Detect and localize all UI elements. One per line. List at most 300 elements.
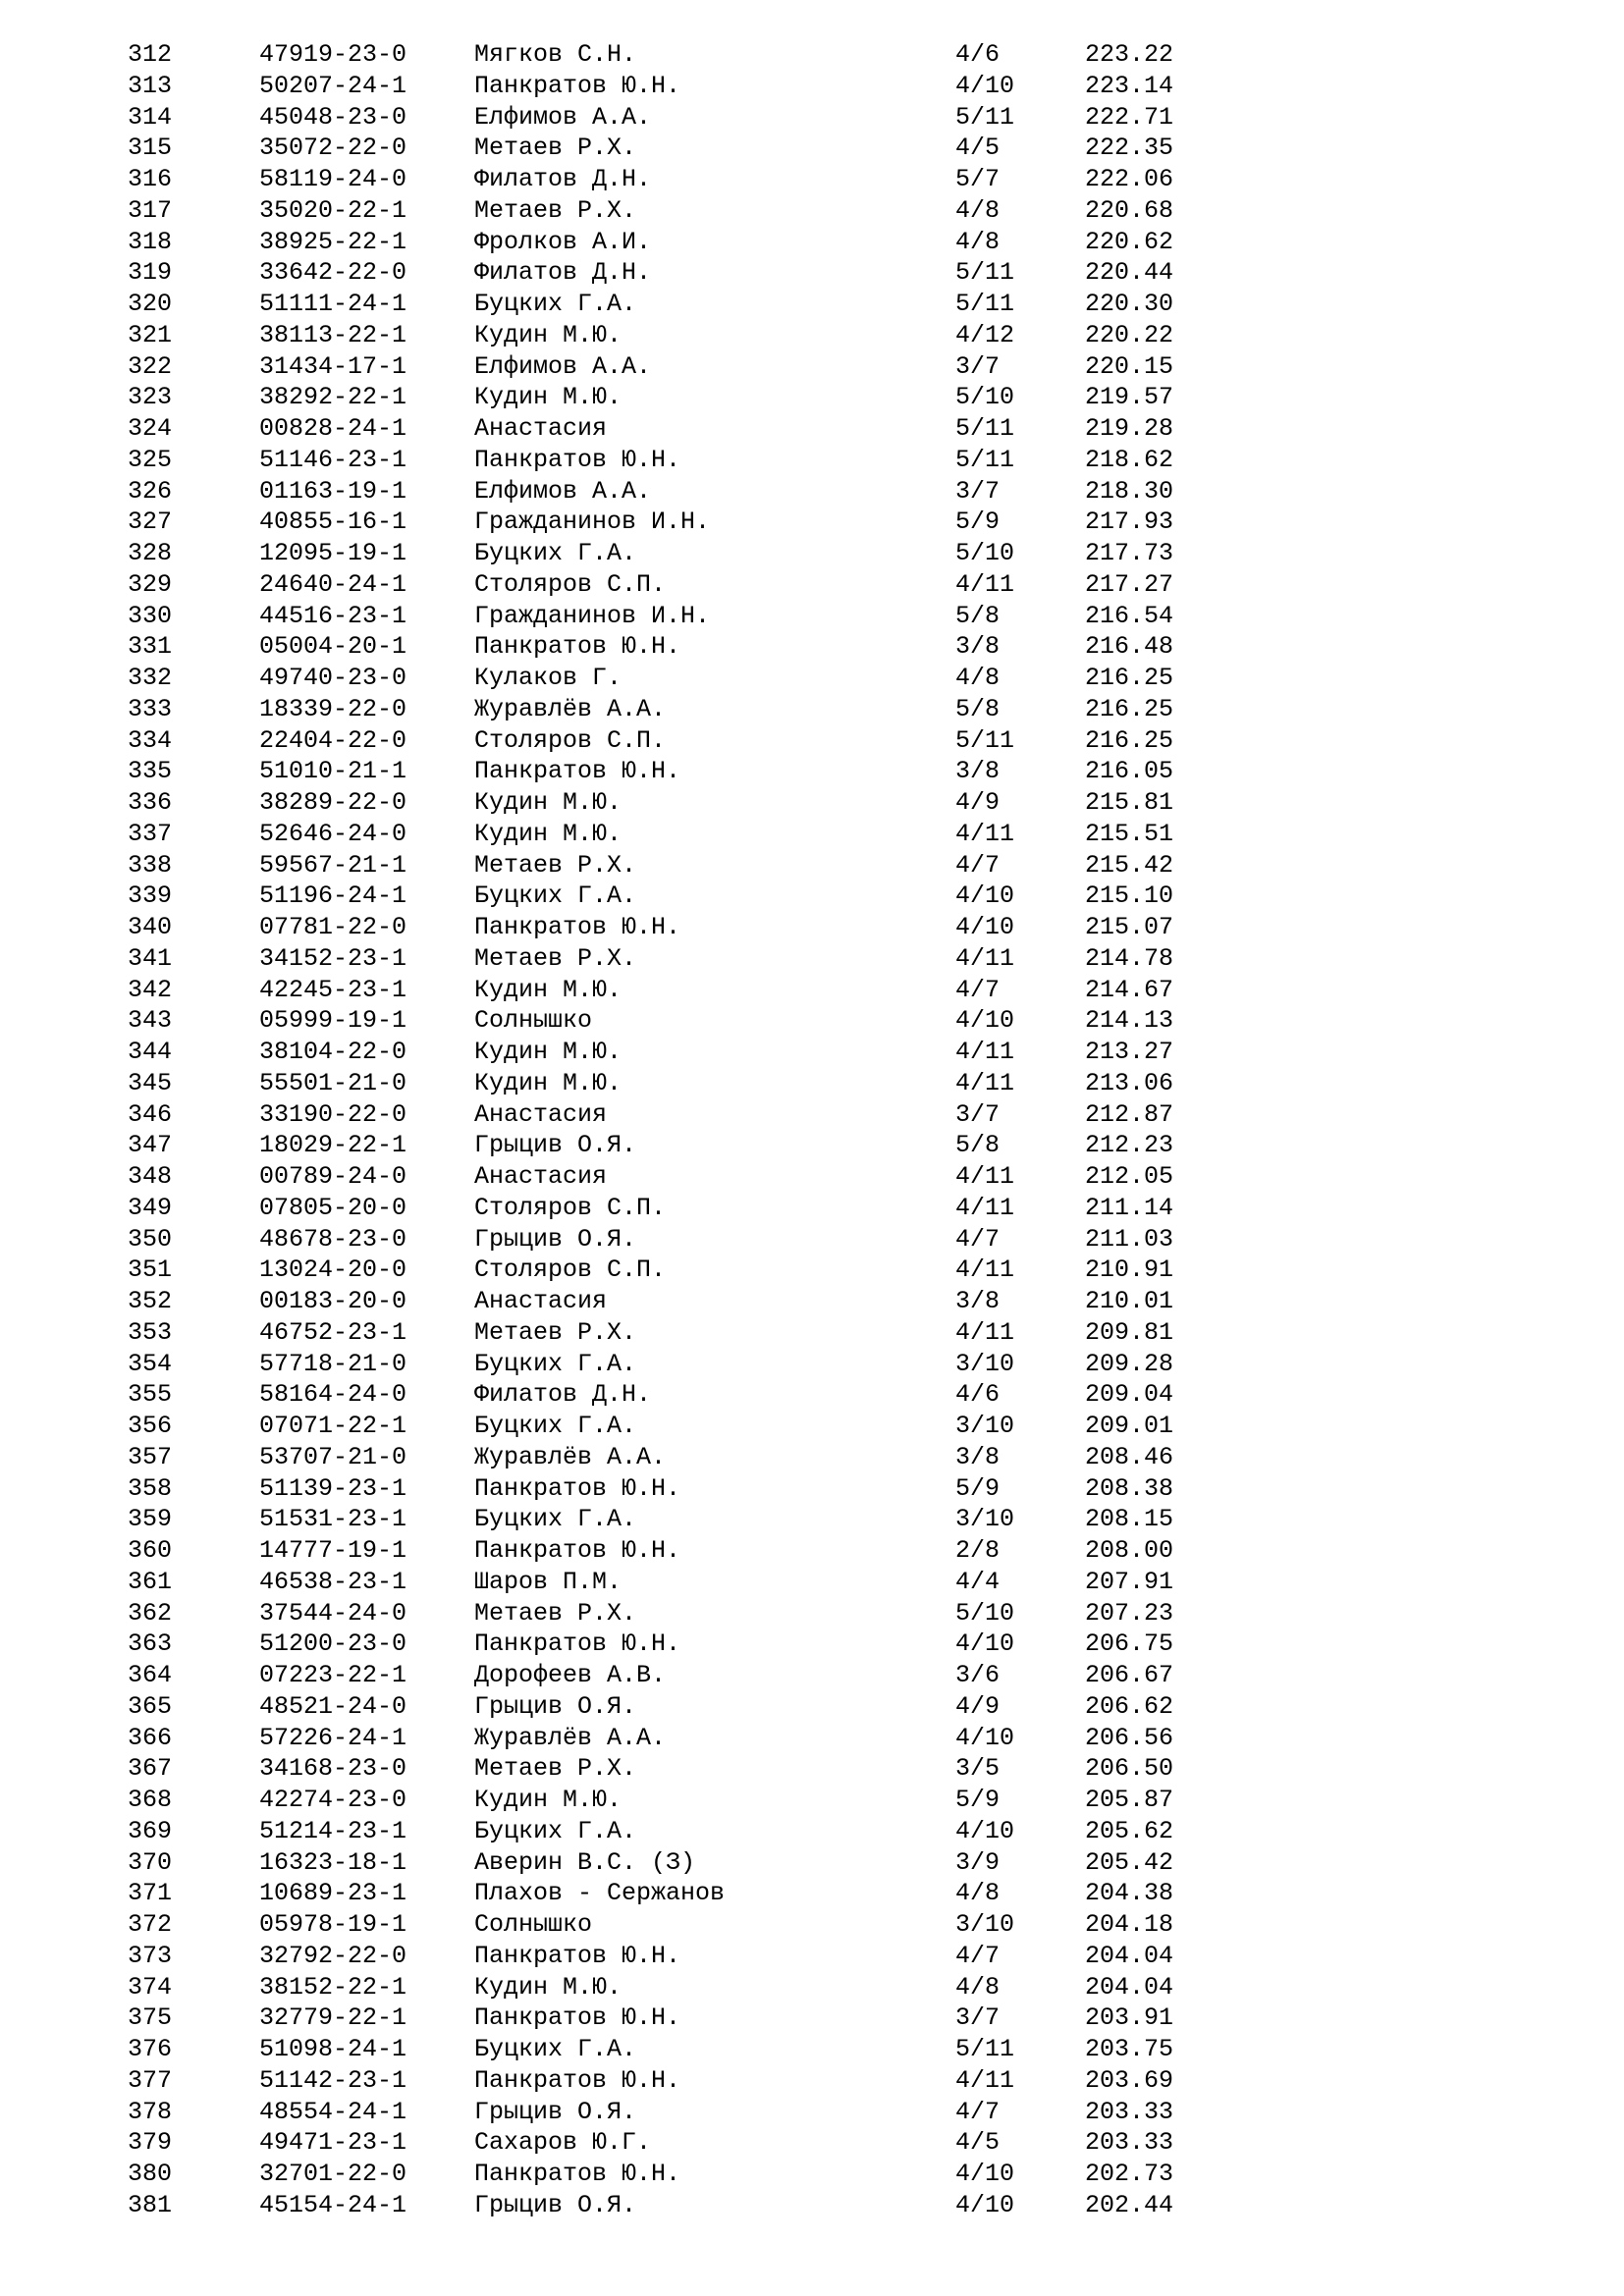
ring-number-cell: 07781-22-0 [259, 913, 407, 941]
owner-name-cell: Кудин М.Ю. [474, 975, 623, 1004]
owner-name-cell: Фролков А.И. [474, 227, 652, 256]
rank-cell: 352 [128, 1287, 173, 1315]
rank-cell: 353 [128, 1317, 173, 1347]
ratio-cell: 5/11 [955, 258, 1015, 288]
table-row [0, 601, 1624, 632]
owner-name-cell: Буцких Г.А. [474, 1412, 637, 1440]
owner-name-cell: Анастасия [474, 414, 608, 443]
rank-cell: 331 [128, 632, 173, 662]
ratio-cell: 5/8 [955, 1131, 1001, 1160]
ring-number-cell: 51200-23-0 [259, 1629, 407, 1659]
ring-number-cell: 22404-22-0 [259, 725, 407, 755]
table-row [0, 1535, 1624, 1567]
table-row [0, 1379, 1624, 1411]
points-cell: 209.28 [1085, 1349, 1174, 1378]
owner-name-cell: Буцких Г.А. [474, 539, 637, 567]
ring-number-cell: 37544-24-0 [259, 1598, 407, 1628]
points-cell: 203.91 [1085, 2003, 1174, 2033]
owner-name-cell: Аверин В.С. (З) [474, 1847, 696, 1877]
table-row [0, 631, 1624, 663]
ring-number-cell: 33642-22-0 [259, 258, 407, 288]
rank-cell: 345 [128, 1068, 173, 1097]
ratio-cell: 4/12 [955, 320, 1015, 349]
ring-number-cell: 35072-22-0 [259, 133, 407, 163]
table-row [0, 476, 1624, 507]
owner-name-cell: Гражданинов И.Н. [474, 507, 711, 537]
ring-number-cell: 10689-23-1 [259, 1879, 407, 1908]
rank-cell: 370 [128, 1847, 173, 1877]
table-row [0, 2002, 1624, 2034]
owner-name-cell: Панкратов Ю.Н. [474, 1473, 681, 1503]
rank-cell: 361 [128, 1567, 173, 1596]
points-cell: 222.06 [1085, 165, 1174, 193]
owner-name-cell: Панкратов Ю.Н. [474, 757, 681, 786]
ratio-cell: 4/10 [955, 1723, 1015, 1752]
ring-number-cell: 51196-24-1 [259, 881, 407, 911]
owner-name-cell: Метаев Р.Х. [474, 195, 637, 225]
table-row [0, 1286, 1624, 1317]
points-cell: 211.14 [1085, 1193, 1174, 1222]
table-row [0, 1878, 1624, 1909]
ring-number-cell: 00789-24-0 [259, 1162, 407, 1191]
ratio-cell: 5/11 [955, 725, 1015, 755]
table-row [0, 1442, 1624, 1473]
table-row [0, 2097, 1624, 2128]
points-cell: 215.10 [1085, 881, 1174, 911]
ratio-cell: 5/10 [955, 383, 1015, 412]
table-row [0, 445, 1624, 476]
table-row [0, 164, 1624, 195]
owner-name-cell: Грыцив О.Я. [474, 1224, 637, 1254]
ring-number-cell: 40855-16-1 [259, 507, 407, 537]
table-row [0, 227, 1624, 258]
points-cell: 215.07 [1085, 913, 1174, 941]
ring-number-cell: 46752-23-1 [259, 1317, 407, 1347]
points-cell: 204.18 [1085, 1910, 1174, 1939]
points-cell: 206.50 [1085, 1754, 1174, 1784]
rank-cell: 313 [128, 71, 173, 100]
ratio-cell: 5/11 [955, 290, 1015, 318]
points-cell: 212.87 [1085, 1099, 1174, 1129]
points-cell: 209.01 [1085, 1412, 1174, 1440]
rank-cell: 358 [128, 1473, 173, 1503]
rank-cell: 376 [128, 2035, 173, 2063]
ring-number-cell: 07223-22-1 [259, 1661, 407, 1689]
table-row [0, 2159, 1624, 2190]
owner-name-cell: Елфимов А.А. [474, 351, 652, 381]
owner-name-cell: Буцких Г.А. [474, 1816, 637, 1845]
rank-cell: 366 [128, 1723, 173, 1752]
ring-number-cell: 50207-24-1 [259, 71, 407, 100]
ring-number-cell: 01163-19-1 [259, 476, 407, 506]
points-cell: 216.25 [1085, 664, 1174, 692]
owner-name-cell: Грыцив О.Я. [474, 1691, 637, 1721]
table-row [0, 257, 1624, 289]
ring-number-cell: 00183-20-0 [259, 1287, 407, 1315]
rank-cell: 344 [128, 1038, 173, 1066]
owner-name-cell: Анастасия [474, 1287, 608, 1315]
rank-cell: 354 [128, 1349, 173, 1378]
ratio-cell: 5/10 [955, 539, 1015, 567]
owner-name-cell: Кудин М.Ю. [474, 1972, 623, 2002]
owner-name-cell: Буцких Г.А. [474, 1349, 637, 1378]
ring-number-cell: 38104-22-0 [259, 1038, 407, 1066]
rank-cell: 324 [128, 414, 173, 443]
points-cell: 203.33 [1085, 2128, 1174, 2158]
points-cell: 220.68 [1085, 195, 1174, 225]
owner-name-cell: Солнышко [474, 1006, 593, 1036]
rank-cell: 368 [128, 1786, 173, 1814]
rank-cell: 367 [128, 1754, 173, 1784]
ratio-cell: 4/10 [955, 881, 1015, 911]
owner-name-cell: Буцких Г.А. [474, 881, 637, 911]
table-row [0, 1411, 1624, 1442]
owner-name-cell: Метаев Р.Х. [474, 1754, 637, 1784]
table-row [0, 1037, 1624, 1068]
owner-name-cell: Столяров С.П. [474, 569, 667, 599]
table-row [0, 1816, 1624, 1847]
ratio-cell: 4/11 [955, 943, 1015, 973]
rank-cell: 364 [128, 1661, 173, 1689]
rank-cell: 340 [128, 913, 173, 941]
table-row [0, 1753, 1624, 1785]
points-cell: 214.13 [1085, 1006, 1174, 1036]
owner-name-cell: Панкратов Ю.Н. [474, 1536, 681, 1565]
ring-number-cell: 38152-22-1 [259, 1972, 407, 2002]
points-cell: 207.91 [1085, 1567, 1174, 1596]
ratio-cell: 3/7 [955, 1099, 1001, 1129]
table-row [0, 538, 1624, 569]
table-row [0, 351, 1624, 383]
rank-cell: 321 [128, 320, 173, 349]
table-row [0, 2034, 1624, 2065]
ring-number-cell: 45048-23-0 [259, 102, 407, 132]
ratio-cell: 4/10 [955, 1006, 1015, 1036]
points-cell: 206.67 [1085, 1661, 1174, 1689]
points-cell: 205.42 [1085, 1847, 1174, 1877]
rank-cell: 338 [128, 850, 173, 880]
ratio-cell: 4/7 [955, 1941, 1001, 1970]
ratio-cell: 5/8 [955, 601, 1001, 630]
table-row [0, 2127, 1624, 2159]
table-row [0, 1691, 1624, 1723]
ring-number-cell: 53707-21-0 [259, 1442, 407, 1471]
owner-name-cell: Шаров П.М. [474, 1567, 623, 1596]
rank-cell: 381 [128, 2190, 173, 2219]
ring-number-cell: 07071-22-1 [259, 1412, 407, 1440]
ratio-cell: 4/11 [955, 819, 1015, 848]
ratio-cell: 4/5 [955, 2128, 1001, 2158]
rank-cell: 315 [128, 133, 173, 163]
rank-cell: 348 [128, 1162, 173, 1191]
ring-number-cell: 38292-22-1 [259, 383, 407, 412]
table-row [0, 1473, 1624, 1505]
rank-cell: 374 [128, 1972, 173, 2002]
owner-name-cell: Грыцив О.Я. [474, 2097, 637, 2126]
ring-number-cell: 51098-24-1 [259, 2035, 407, 2063]
table-row [0, 1224, 1624, 1255]
points-cell: 209.81 [1085, 1317, 1174, 1347]
rank-cell: 326 [128, 476, 173, 506]
ring-number-cell: 48521-24-0 [259, 1691, 407, 1721]
ratio-cell: 5/11 [955, 102, 1015, 132]
table-row [0, 382, 1624, 413]
table-row [0, 756, 1624, 787]
points-cell: 219.57 [1085, 383, 1174, 412]
ring-number-cell: 32779-22-1 [259, 2003, 407, 2033]
ring-number-cell: 24640-24-1 [259, 569, 407, 599]
ratio-cell: 4/11 [955, 1317, 1015, 1347]
owner-name-cell: Елфимов А.А. [474, 476, 652, 506]
rank-cell: 371 [128, 1879, 173, 1908]
ratio-cell: 4/6 [955, 40, 1001, 69]
points-cell: 214.78 [1085, 943, 1174, 973]
points-cell: 211.03 [1085, 1224, 1174, 1254]
ratio-cell: 2/8 [955, 1536, 1001, 1565]
table-row [0, 1972, 1624, 2003]
rank-cell: 369 [128, 1816, 173, 1845]
ring-number-cell: 59567-21-1 [259, 850, 407, 880]
points-cell: 218.62 [1085, 445, 1174, 474]
owner-name-cell: Панкратов Ю.Н. [474, 2065, 681, 2095]
table-row [0, 71, 1624, 102]
rank-cell: 341 [128, 943, 173, 973]
table-row [0, 1785, 1624, 1816]
points-cell: 203.33 [1085, 2097, 1174, 2126]
owner-name-cell: Дорофеев А.В. [474, 1661, 667, 1689]
ratio-cell: 4/7 [955, 975, 1001, 1004]
rank-cell: 328 [128, 539, 173, 567]
points-cell: 217.93 [1085, 507, 1174, 537]
rank-cell: 355 [128, 1380, 173, 1410]
ring-number-cell: 16323-18-1 [259, 1847, 407, 1877]
points-cell: 206.75 [1085, 1629, 1174, 1659]
points-cell: 215.81 [1085, 788, 1174, 817]
ratio-cell: 5/11 [955, 445, 1015, 474]
ring-number-cell: 33190-22-0 [259, 1099, 407, 1129]
points-cell: 205.87 [1085, 1786, 1174, 1814]
owner-name-cell: Кудин М.Ю. [474, 383, 623, 412]
points-cell: 204.38 [1085, 1879, 1174, 1908]
ring-number-cell: 42245-23-1 [259, 975, 407, 1004]
ratio-cell: 4/11 [955, 1162, 1015, 1191]
rank-cell: 333 [128, 694, 173, 723]
ring-number-cell: 44516-23-1 [259, 601, 407, 630]
table-row [0, 1193, 1624, 1224]
ring-number-cell: 07805-20-0 [259, 1193, 407, 1222]
owner-name-cell: Панкратов Ю.Н. [474, 71, 681, 100]
points-cell: 213.06 [1085, 1068, 1174, 1097]
ring-number-cell: 48554-24-1 [259, 2097, 407, 2126]
owner-name-cell: Плахов - Сержанов [474, 1879, 726, 1908]
ratio-cell: 4/5 [955, 133, 1001, 163]
table-row [0, 1005, 1624, 1037]
owner-name-cell: Кудин М.Ю. [474, 1786, 623, 1814]
table-row [0, 1567, 1624, 1598]
ring-number-cell: 05004-20-1 [259, 632, 407, 662]
points-cell: 222.35 [1085, 133, 1174, 163]
rank-cell: 347 [128, 1131, 173, 1160]
rank-cell: 373 [128, 1941, 173, 1970]
results-table [0, 39, 1624, 2221]
rank-cell: 327 [128, 507, 173, 537]
rank-cell: 330 [128, 601, 173, 630]
ring-number-cell: 38113-22-1 [259, 320, 407, 349]
ring-number-cell: 57718-21-0 [259, 1349, 407, 1378]
ratio-cell: 3/6 [955, 1661, 1001, 1689]
ratio-cell: 3/5 [955, 1754, 1001, 1784]
ring-number-cell: 34152-23-1 [259, 943, 407, 973]
ring-number-cell: 48678-23-0 [259, 1224, 407, 1254]
owner-name-cell: Анастасия [474, 1162, 608, 1191]
owner-name-cell: Буцких Г.А. [474, 290, 637, 318]
ring-number-cell: 51139-23-1 [259, 1473, 407, 1503]
owner-name-cell: Панкратов Ю.Н. [474, 1941, 681, 1970]
ratio-cell: 3/8 [955, 632, 1001, 662]
rank-cell: 318 [128, 227, 173, 256]
ratio-cell: 4/8 [955, 664, 1001, 692]
rank-cell: 351 [128, 1255, 173, 1285]
rank-cell: 319 [128, 258, 173, 288]
ratio-cell: 5/7 [955, 165, 1001, 193]
ring-number-cell: 51531-23-1 [259, 1505, 407, 1534]
points-cell: 202.44 [1085, 2190, 1174, 2219]
rank-cell: 342 [128, 975, 173, 1004]
table-row [0, 195, 1624, 227]
table-row [0, 819, 1624, 850]
ring-number-cell: 49471-23-1 [259, 2128, 407, 2158]
ring-number-cell: 05999-19-1 [259, 1006, 407, 1036]
owner-name-cell: Кудин М.Ю. [474, 788, 623, 817]
ring-number-cell: 38925-22-1 [259, 227, 407, 256]
points-cell: 215.42 [1085, 850, 1174, 880]
ring-number-cell: 51111-24-1 [259, 290, 407, 318]
ring-number-cell: 58164-24-0 [259, 1380, 407, 1410]
rank-cell: 359 [128, 1505, 173, 1534]
ratio-cell: 4/10 [955, 913, 1015, 941]
points-cell: 209.04 [1085, 1380, 1174, 1410]
rank-cell: 357 [128, 1442, 173, 1471]
table-row [0, 102, 1624, 133]
rank-cell: 320 [128, 290, 173, 318]
owner-name-cell: Филатов Д.Н. [474, 165, 652, 193]
table-row [0, 787, 1624, 819]
table-row [0, 725, 1624, 757]
ring-number-cell: 51010-21-1 [259, 757, 407, 786]
table-row [0, 1847, 1624, 1879]
owner-name-cell: Метаев Р.Х. [474, 1598, 637, 1628]
rank-cell: 334 [128, 725, 173, 755]
ring-number-cell: 55501-21-0 [259, 1068, 407, 1097]
rank-cell: 360 [128, 1536, 173, 1565]
ratio-cell: 4/11 [955, 1193, 1015, 1222]
points-cell: 217.27 [1085, 569, 1174, 599]
owner-name-cell: Филатов Д.Н. [474, 1380, 652, 1410]
points-cell: 204.04 [1085, 1972, 1174, 2002]
ring-number-cell: 51142-23-1 [259, 2065, 407, 2095]
rank-cell: 346 [128, 1099, 173, 1129]
points-cell: 220.44 [1085, 258, 1174, 288]
points-cell: 222.71 [1085, 102, 1174, 132]
table-row [0, 320, 1624, 351]
ring-number-cell: 57226-24-1 [259, 1723, 407, 1752]
ratio-cell: 4/8 [955, 1879, 1001, 1908]
rank-cell: 332 [128, 664, 173, 692]
rank-cell: 317 [128, 195, 173, 225]
ring-number-cell: 42274-23-0 [259, 1786, 407, 1814]
ring-number-cell: 18339-22-0 [259, 694, 407, 723]
ratio-cell: 4/7 [955, 850, 1001, 880]
ratio-cell: 4/10 [955, 71, 1015, 100]
table-row [0, 1504, 1624, 1535]
points-cell: 206.56 [1085, 1723, 1174, 1752]
points-cell: 204.04 [1085, 1941, 1174, 1970]
rank-cell: 363 [128, 1629, 173, 1659]
points-cell: 220.30 [1085, 290, 1174, 318]
table-row [0, 1161, 1624, 1193]
table-row [0, 1099, 1624, 1131]
table-row [0, 289, 1624, 320]
rank-cell: 356 [128, 1412, 173, 1440]
ring-number-cell: 45154-24-1 [259, 2190, 407, 2219]
points-cell: 216.48 [1085, 632, 1174, 662]
rank-cell: 336 [128, 788, 173, 817]
ratio-cell: 3/8 [955, 757, 1001, 786]
owner-name-cell: Столяров С.П. [474, 1255, 667, 1285]
points-cell: 217.73 [1085, 539, 1174, 567]
rank-cell: 339 [128, 881, 173, 911]
ring-number-cell: 05978-19-1 [259, 1910, 407, 1939]
points-cell: 220.22 [1085, 320, 1174, 349]
ratio-cell: 5/8 [955, 694, 1001, 723]
points-cell: 206.62 [1085, 1691, 1174, 1721]
points-cell: 223.22 [1085, 40, 1174, 69]
rank-cell: 314 [128, 102, 173, 132]
table-row [0, 2065, 1624, 2097]
owner-name-cell: Журавлёв А.А. [474, 694, 667, 723]
rank-cell: 343 [128, 1006, 173, 1036]
ratio-cell: 4/11 [955, 1255, 1015, 1285]
rank-cell: 362 [128, 1598, 173, 1628]
ratio-cell: 4/4 [955, 1567, 1001, 1596]
table-row [0, 850, 1624, 881]
ring-number-cell: 58119-24-0 [259, 165, 407, 193]
rank-cell: 322 [128, 351, 173, 381]
owner-name-cell: Кудин М.Ю. [474, 1038, 623, 1066]
points-cell: 216.05 [1085, 757, 1174, 786]
owner-name-cell: Панкратов Ю.Н. [474, 913, 681, 941]
rank-cell: 323 [128, 383, 173, 412]
ratio-cell: 3/9 [955, 1847, 1001, 1877]
ring-number-cell: 00828-24-1 [259, 414, 407, 443]
points-cell: 210.91 [1085, 1255, 1174, 1285]
points-cell: 214.67 [1085, 975, 1174, 1004]
table-row [0, 133, 1624, 164]
ratio-cell: 5/11 [955, 414, 1015, 443]
owner-name-cell: Кудин М.Ю. [474, 1068, 623, 1097]
owner-name-cell: Столяров С.П. [474, 1193, 667, 1222]
owner-name-cell: Солнышко [474, 1910, 593, 1939]
points-cell: 213.27 [1085, 1038, 1174, 1066]
ratio-cell: 3/10 [955, 1412, 1015, 1440]
table-row [0, 1255, 1624, 1286]
table-row [0, 1660, 1624, 1691]
points-cell: 207.23 [1085, 1598, 1174, 1628]
owner-name-cell: Журавлёв А.А. [474, 1723, 667, 1752]
points-cell: 212.23 [1085, 1131, 1174, 1160]
ratio-cell: 4/10 [955, 2190, 1015, 2219]
points-cell: 216.25 [1085, 694, 1174, 723]
